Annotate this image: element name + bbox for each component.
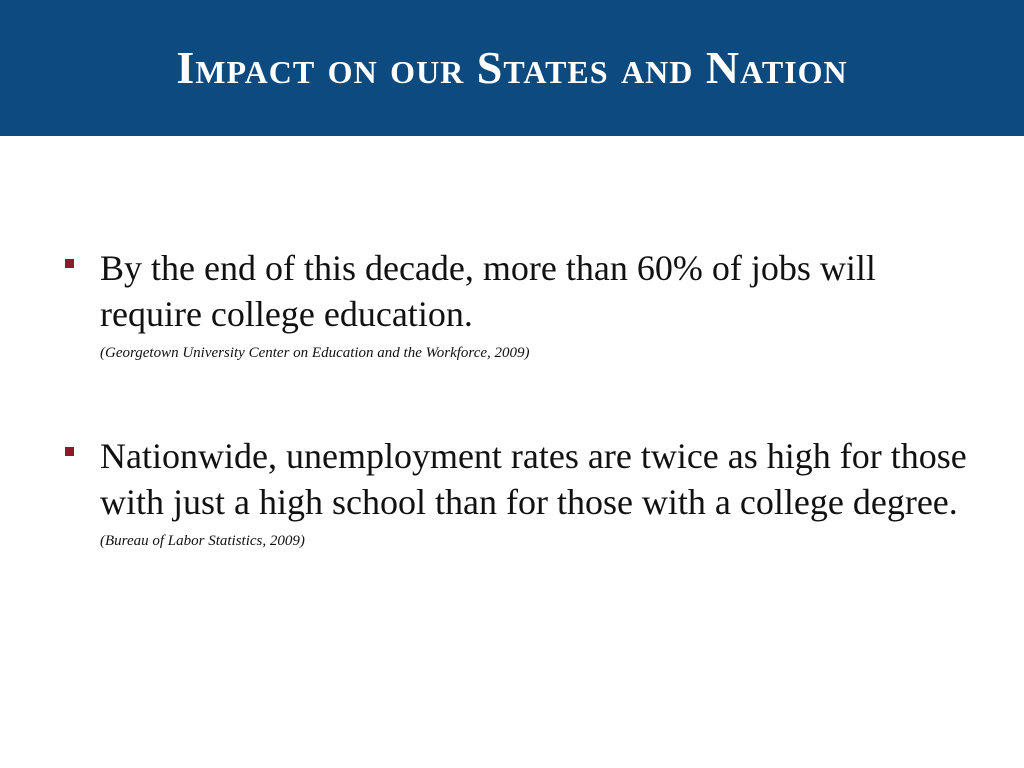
bullet-citation: (Bureau of Labor Statistics, 2009) — [100, 533, 305, 549]
bullet-item-unemployment-rates — [62, 433, 982, 551]
bullet-list — [62, 245, 982, 551]
slide-header — [0, 0, 1024, 136]
square-bullet-icon — [65, 447, 74, 456]
bullet-text: Nationwide, unemployment rates are twice as high for those with just a high school than for those with a college degree. — [100, 436, 967, 522]
slide-title: Impact on our States and Nation — [176, 42, 848, 93]
square-bullet-icon — [65, 259, 74, 268]
bullet-citation: (Georgetown University Center on Education and the Workforce, 2009) — [100, 345, 530, 361]
bullet-text: By the end of this decade, more than 60% of jobs will require college education. — [100, 248, 876, 334]
bullet-item-jobs-education — [62, 245, 982, 363]
